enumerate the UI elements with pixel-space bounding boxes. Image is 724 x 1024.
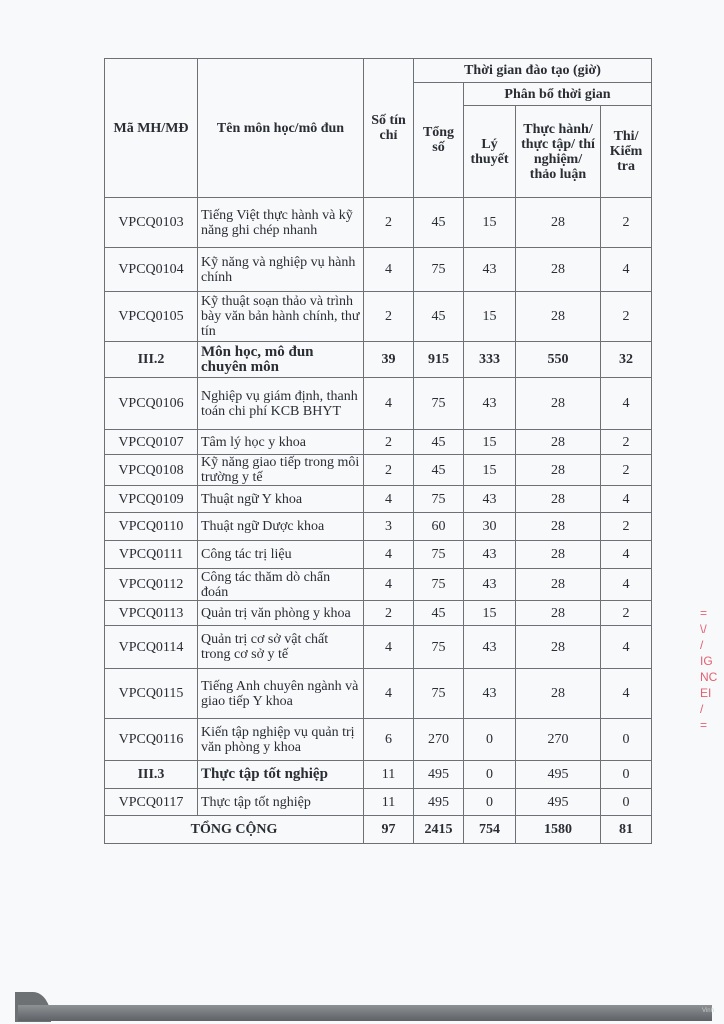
cell-credits: 4	[364, 486, 414, 513]
cell-code: VPCQ0106	[105, 378, 198, 430]
cell-exam: 2	[601, 198, 652, 248]
cell-credits: 2	[364, 455, 414, 486]
cell-code: VPCQ0107	[105, 430, 198, 455]
cell-credits: 39	[364, 342, 414, 378]
header-time-group: Thời gian đào tạo (giờ)	[414, 59, 652, 83]
section-row	[105, 761, 652, 789]
cell-practice: 28	[516, 292, 601, 342]
cell-theory: 15	[464, 601, 516, 626]
cell-exam: 0	[601, 789, 652, 816]
cell-practice: 28	[516, 513, 601, 541]
page-footer-bar	[18, 1005, 712, 1021]
cell-code: VPCQ0108	[105, 455, 198, 486]
stamp-text: /	[700, 702, 704, 716]
cell-credits: 4	[364, 248, 414, 292]
grand-total-practice: 1580	[516, 816, 601, 844]
cell-name: Môn học, mô đun chuyên môn	[198, 342, 364, 378]
table-row	[105, 541, 652, 569]
table-row	[105, 198, 652, 248]
cell-practice: 495	[516, 761, 601, 789]
cell-total: 75	[414, 541, 464, 569]
table-row	[105, 430, 652, 455]
stamp-text: /	[700, 638, 704, 652]
cell-practice: 28	[516, 198, 601, 248]
header-code: Mã MH/MĐ	[105, 59, 198, 198]
cell-name: Tiếng Việt thực hành và kỹ năng ghi chép nhanh	[198, 198, 364, 248]
cell-total: 45	[414, 292, 464, 342]
table-row	[105, 719, 652, 761]
table-row	[105, 569, 652, 601]
cell-name: Quản trị văn phòng y khoa	[198, 601, 364, 626]
cell-total: 45	[414, 601, 464, 626]
cell-practice: 28	[516, 455, 601, 486]
cell-theory: 30	[464, 513, 516, 541]
header-theory: Lý thuyết	[464, 106, 516, 198]
table-row	[105, 789, 652, 816]
table-row	[105, 292, 652, 342]
cell-total: 75	[414, 248, 464, 292]
cell-code: VPCQ0112	[105, 569, 198, 601]
cell-practice: 270	[516, 719, 601, 761]
cell-practice: 28	[516, 430, 601, 455]
cell-name: Thực tập tốt nghiệp	[198, 761, 364, 789]
cell-theory: 333	[464, 342, 516, 378]
cell-practice: 28	[516, 569, 601, 601]
cell-code: III.3	[105, 761, 198, 789]
cell-exam: 0	[601, 761, 652, 789]
cell-theory: 43	[464, 486, 516, 513]
cell-practice: 28	[516, 626, 601, 669]
cell-name: Tâm lý học y khoa	[198, 430, 364, 455]
table-row	[105, 513, 652, 541]
cell-code: VPCQ0105	[105, 292, 198, 342]
cell-theory: 43	[464, 626, 516, 669]
cell-theory: 0	[464, 789, 516, 816]
header-row-1	[105, 59, 652, 83]
grand-total-theory: 754	[464, 816, 516, 844]
cell-exam: 0	[601, 719, 652, 761]
stamp-text: NC	[700, 670, 718, 684]
cell-name: Quản trị cơ sở vật chất trong cơ sở y tế	[198, 626, 364, 669]
table-row	[105, 378, 652, 430]
stamp-text: =	[700, 606, 708, 620]
cell-code: III.2	[105, 342, 198, 378]
cell-credits: 3	[364, 513, 414, 541]
cell-theory: 43	[464, 248, 516, 292]
table-body	[105, 198, 652, 816]
cell-total: 75	[414, 626, 464, 669]
footer-label: Vinh	[702, 1008, 714, 1014]
header-credits: Số tín chỉ	[364, 59, 414, 198]
cell-theory: 15	[464, 430, 516, 455]
cell-exam: 2	[601, 601, 652, 626]
red-stamp-fragment	[700, 605, 724, 733]
cell-total: 75	[414, 486, 464, 513]
cell-exam: 4	[601, 626, 652, 669]
cell-practice: 28	[516, 378, 601, 430]
header-total: Tổng số	[414, 83, 464, 198]
header-exam: Thi/ Kiểm tra	[601, 106, 652, 198]
cell-total: 270	[414, 719, 464, 761]
stamp-text: =	[700, 718, 708, 732]
grand-total-label: TỔNG CỘNG	[105, 816, 364, 844]
cell-total: 45	[414, 430, 464, 455]
cell-exam: 32	[601, 342, 652, 378]
cell-code: VPCQ0115	[105, 669, 198, 719]
cell-total: 915	[414, 342, 464, 378]
cell-exam: 4	[601, 669, 652, 719]
grand-total-hours: 2415	[414, 816, 464, 844]
cell-practice: 550	[516, 342, 601, 378]
cell-theory: 15	[464, 292, 516, 342]
cell-total: 45	[414, 455, 464, 486]
cell-total: 495	[414, 761, 464, 789]
cell-exam: 2	[601, 455, 652, 486]
cell-practice: 28	[516, 486, 601, 513]
cell-total: 495	[414, 789, 464, 816]
cell-total: 60	[414, 513, 464, 541]
cell-name: Tiếng Anh chuyên ngành và giao tiếp Y khoa	[198, 669, 364, 719]
header-distribution: Phân bổ thời gian	[464, 83, 652, 106]
cell-name: Nghiệp vụ giám định, thanh toán chi phí KCB BHYT	[198, 378, 364, 430]
cell-theory: 43	[464, 569, 516, 601]
table-row	[105, 455, 652, 486]
cell-exam: 2	[601, 292, 652, 342]
cell-total: 45	[414, 198, 464, 248]
cell-exam: 2	[601, 513, 652, 541]
cell-theory: 43	[464, 669, 516, 719]
cell-theory: 0	[464, 761, 516, 789]
cell-credits: 4	[364, 569, 414, 601]
cell-theory: 15	[464, 198, 516, 248]
cell-credits: 4	[364, 626, 414, 669]
cell-credits: 4	[364, 378, 414, 430]
cell-name: Kiến tập nghiệp vụ quản trị văn phòng y khoa	[198, 719, 364, 761]
cell-theory: 15	[464, 455, 516, 486]
cell-theory: 43	[464, 378, 516, 430]
stamp-text: \/	[700, 622, 707, 636]
table-row	[105, 486, 652, 513]
cell-name: Thuật ngữ Y khoa	[198, 486, 364, 513]
cell-credits: 11	[364, 761, 414, 789]
table-row	[105, 601, 652, 626]
cell-exam: 4	[601, 486, 652, 513]
cell-name: Kỹ năng giao tiếp trong môi trường y tế	[198, 455, 364, 486]
cell-credits: 2	[364, 601, 414, 626]
cell-name: Thực tập tốt nghiệp	[198, 789, 364, 816]
cell-name: Công tác trị liệu	[198, 541, 364, 569]
grand-total-credits: 97	[364, 816, 414, 844]
stamp-text: IG	[700, 654, 713, 668]
cell-name: Công tác thăm dò chẩn đoán	[198, 569, 364, 601]
grand-total-exam: 81	[601, 816, 652, 844]
cell-code: VPCQ0110	[105, 513, 198, 541]
cell-code: VPCQ0116	[105, 719, 198, 761]
cell-practice: 28	[516, 248, 601, 292]
cell-code: VPCQ0109	[105, 486, 198, 513]
cell-credits: 2	[364, 198, 414, 248]
cell-name: Thuật ngữ Dược khoa	[198, 513, 364, 541]
section-row	[105, 342, 652, 378]
cell-name: Kỹ thuật soạn thảo và trình bày văn bản hành chính, thư tín	[198, 292, 364, 342]
header-name: Tên môn học/mô đun	[198, 59, 364, 198]
cell-credits: 2	[364, 430, 414, 455]
cell-code: VPCQ0111	[105, 541, 198, 569]
stamp-text: EI	[700, 686, 712, 700]
cell-exam: 4	[601, 248, 652, 292]
cell-practice: 28	[516, 601, 601, 626]
table-row	[105, 669, 652, 719]
cell-exam: 4	[601, 569, 652, 601]
cell-practice: 28	[516, 669, 601, 719]
cell-credits: 11	[364, 789, 414, 816]
cell-exam: 4	[601, 378, 652, 430]
curriculum-table	[104, 58, 652, 844]
cell-theory: 0	[464, 719, 516, 761]
grand-total-row	[105, 816, 652, 844]
cell-total: 75	[414, 669, 464, 719]
cell-name: Kỹ năng và nghiệp vụ hành chính	[198, 248, 364, 292]
cell-exam: 2	[601, 430, 652, 455]
cell-code: VPCQ0117	[105, 789, 198, 816]
table-row	[105, 248, 652, 292]
cell-code: VPCQ0114	[105, 626, 198, 669]
cell-theory: 43	[464, 541, 516, 569]
table-row	[105, 626, 652, 669]
cell-code: VPCQ0113	[105, 601, 198, 626]
cell-credits: 2	[364, 292, 414, 342]
cell-total: 75	[414, 569, 464, 601]
cell-code: VPCQ0103	[105, 198, 198, 248]
cell-credits: 4	[364, 669, 414, 719]
cell-code: VPCQ0104	[105, 248, 198, 292]
cell-credits: 4	[364, 541, 414, 569]
cell-total: 75	[414, 378, 464, 430]
header-practice: Thực hành/ thực tập/ thí nghiệm/ thảo luận	[516, 106, 601, 198]
cell-credits: 6	[364, 719, 414, 761]
cell-exam: 4	[601, 541, 652, 569]
cell-practice: 495	[516, 789, 601, 816]
cell-practice: 28	[516, 541, 601, 569]
